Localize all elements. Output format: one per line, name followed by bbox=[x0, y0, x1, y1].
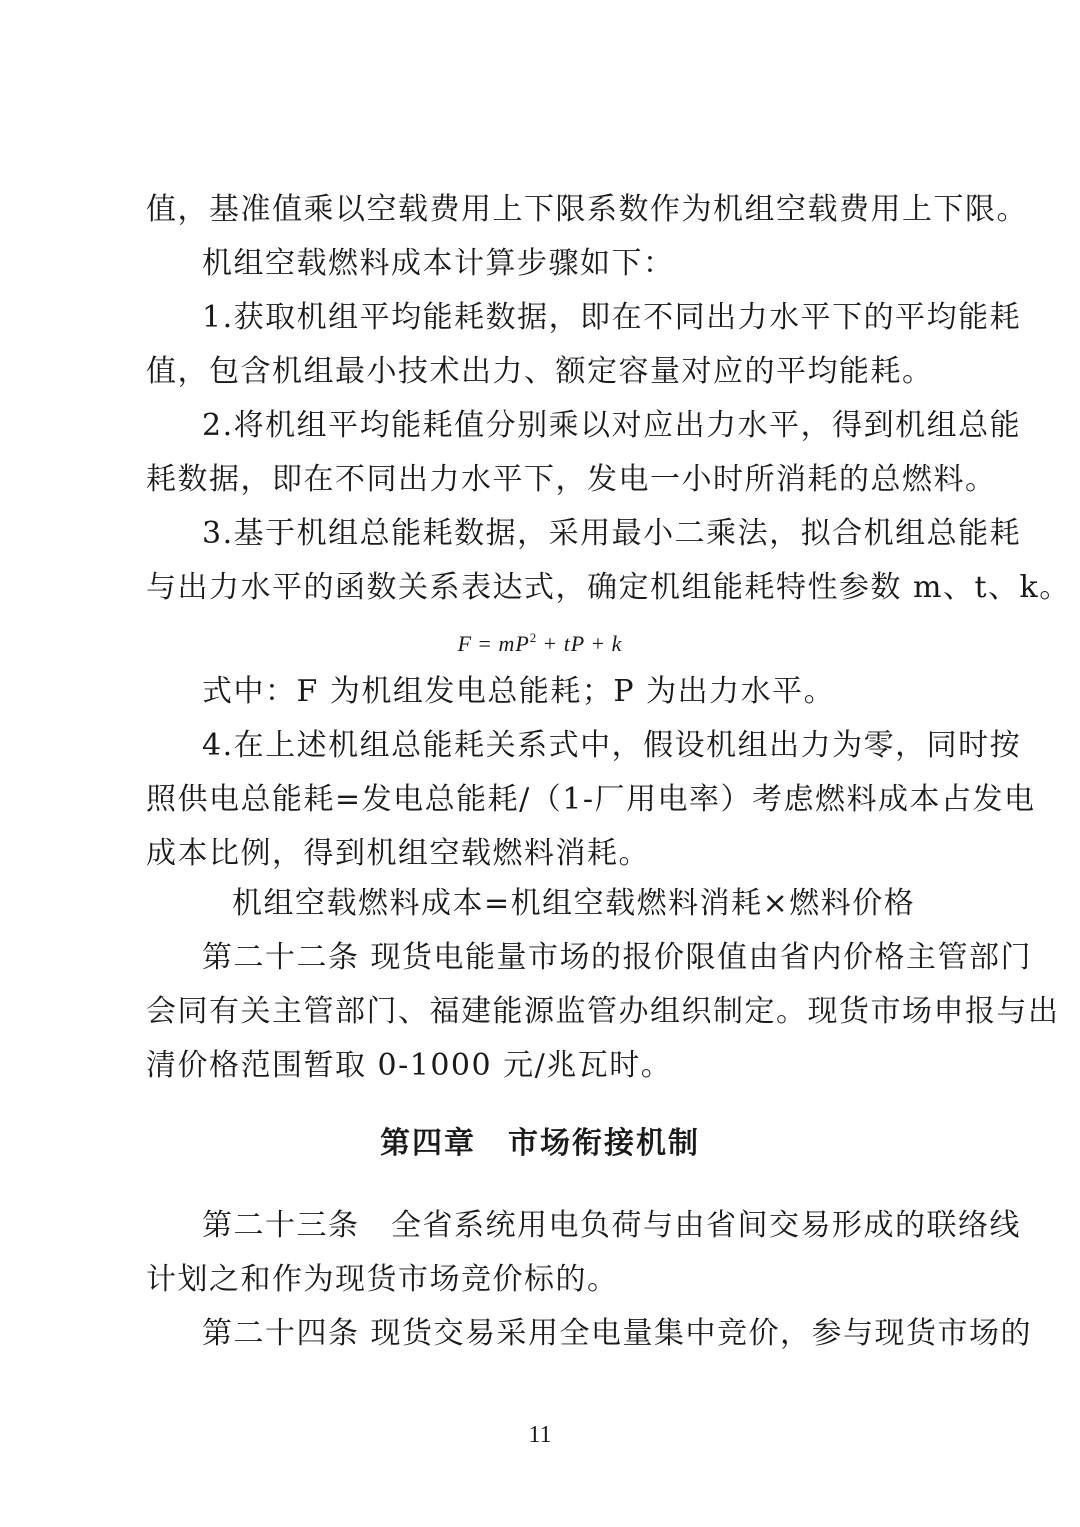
formula-lhs: F bbox=[457, 631, 473, 656]
formula-term-2: tP bbox=[563, 631, 586, 656]
paragraph-line: 值，包含机组最小技术出力、额定容量对应的平均能耗。 bbox=[146, 354, 934, 389]
formula-plus-1: + bbox=[537, 631, 564, 656]
paragraph-line: 第二十四条 现货交易采用全电量集中竞价，参与现货市场的 bbox=[202, 1316, 1033, 1351]
paragraph-line: 会同有关主管部门、福建能源监管办组织制定。现货市场申报与出 bbox=[146, 994, 1060, 1029]
chapter-heading: 第四章 市场衔接机制 bbox=[380, 1126, 700, 1161]
paragraph-line: 清价格范围暂取 0-1000 元/兆瓦时。 bbox=[146, 1048, 673, 1083]
paragraph-line: 第二十三条 全省系统用电负荷与由省间交易形成的联络线 bbox=[202, 1208, 1021, 1243]
formula-plus-2: + bbox=[585, 631, 612, 656]
page-number: 11 bbox=[528, 1422, 552, 1448]
paragraph-line: 机组空载燃料成本计算步骤如下： bbox=[202, 246, 675, 281]
formula-term-1: mP bbox=[498, 631, 530, 656]
paragraph-line: 计划之和作为现货市场竞价标的。 bbox=[146, 1262, 619, 1297]
paragraph-line: 2.将机组平均能耗值分别乘以对应出力水平，得到机组总能 bbox=[202, 408, 1022, 443]
paragraph-line: 成本比例，得到机组空载燃料消耗。 bbox=[146, 836, 650, 871]
paragraph-line: 照供电总能耗=发电总能耗/（1-厂用电率）考虑燃料成本占发电 bbox=[146, 782, 1036, 817]
formula-exponent: 2 bbox=[529, 630, 538, 645]
formula-term-3: k bbox=[611, 631, 623, 656]
paragraph-line: 耗数据，即在不同出力水平下，发电一小时所消耗的总燃料。 bbox=[146, 462, 997, 497]
paragraph-line: 与出力水平的函数关系表达式，确定机组能耗特性参数 m、t、k。 bbox=[146, 570, 1071, 605]
paragraph-line: 值，基准值乘以空载费用上下限系数作为机组空载费用上下限。 bbox=[146, 192, 1028, 227]
paragraph-line: 第二十二条 现货电能量市场的报价限值由省内价格主管部门 bbox=[202, 940, 1033, 975]
energy-formula bbox=[0, 618, 1080, 664]
cost-equation-line: 机组空载燃料成本=机组空载燃料消耗×燃料价格 bbox=[232, 886, 916, 921]
paragraph-line: 1.获取机组平均能耗数据，即在不同出力水平下的平均能耗 bbox=[202, 300, 1022, 335]
paragraph-line: 4.在上述机组总能耗关系式中，假设机组出力为零，同时按 bbox=[202, 728, 1022, 763]
formula-equals: = bbox=[472, 631, 499, 656]
paragraph-line: 式中：F 为机组发电总能耗；P 为出力水平。 bbox=[202, 674, 836, 709]
paragraph-line: 3.基于机组总能耗数据，采用最小二乘法，拟合机组总能耗 bbox=[202, 516, 1022, 551]
